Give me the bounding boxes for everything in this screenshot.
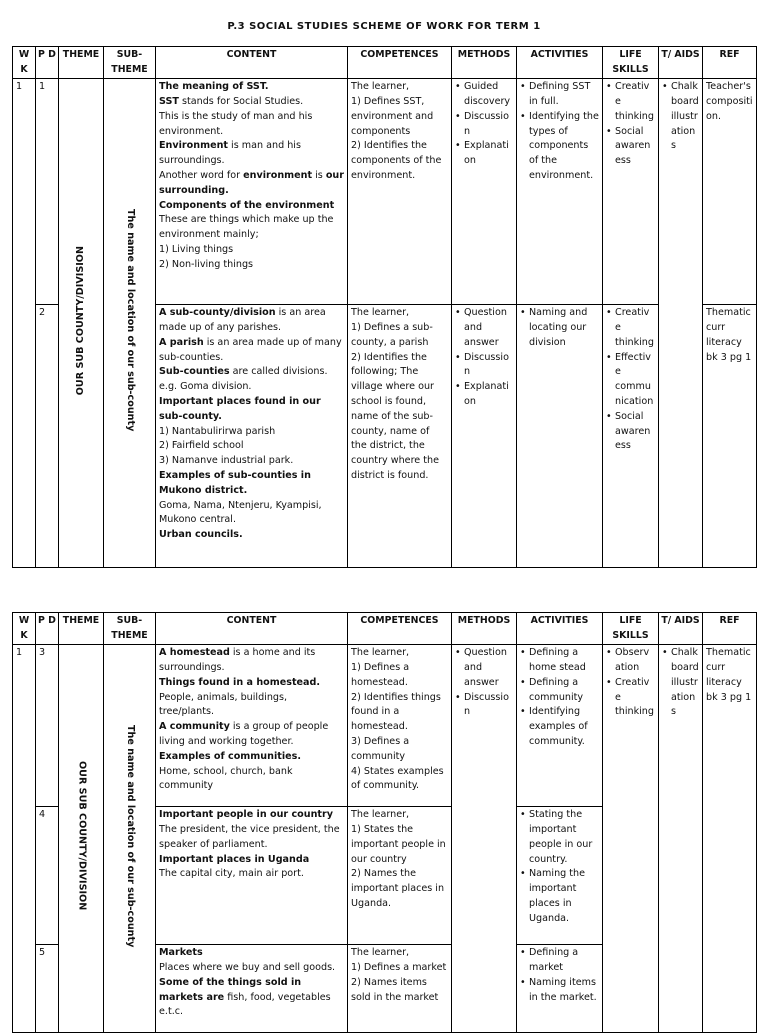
content-line [159, 823, 344, 853]
activities-cell [517, 945, 603, 1033]
bullet-item: • Naming the important places in Uganda. [520, 867, 599, 926]
text-line: 3) Defines a community [351, 735, 410, 762]
theme-cell [59, 79, 104, 568]
content-line [159, 199, 344, 214]
plain-text: stands for Social Studies. [178, 95, 304, 107]
content-line [159, 808, 344, 823]
content-line [159, 439, 344, 454]
theme-text: OUR SUB COUNTY/DIVISION [74, 245, 86, 395]
activities-cell [517, 305, 603, 568]
header-methods: METHODS [452, 47, 517, 79]
header-activities: ACTIVITIES [517, 47, 603, 79]
text-line: 1) Defines a market [351, 961, 447, 973]
bold-text: Things found in a homestead. [159, 676, 321, 688]
bullet-item: • Chalk board illustrations [662, 646, 699, 720]
bullet-list [520, 646, 599, 750]
bold-text: Markets [159, 947, 203, 959]
text-line: 2) Identifies things found in a homestead. [351, 691, 441, 733]
ref-cell: Thematic curr literacy bk 3 pg 1 [703, 645, 757, 1033]
bullet-item: • Discussion [455, 351, 513, 381]
aids-cell [659, 645, 703, 1033]
content-line [159, 765, 344, 795]
plain-text: fish, food, vegetables e.t.c. [159, 991, 331, 1018]
bullet-item: • Defining SST in full. [520, 80, 599, 110]
bold-text: Important people in our country [159, 809, 333, 821]
plain-text: Goma, Nama, Ntenjeru, Kyampisi, Mukono central. [159, 499, 322, 526]
text-line: 2) Names items sold in the market [351, 976, 439, 1003]
header-aids: T/ AIDS [659, 613, 703, 645]
text-line: The learner, [351, 307, 410, 319]
content-line [159, 80, 344, 95]
bullet-list [662, 80, 699, 154]
text-line: 4) States examples of community. [351, 765, 444, 792]
subtheme-text: The name and location of our sub-county [124, 209, 136, 432]
bold-text: Examples of sub-counties in Mukono district. [159, 469, 311, 496]
plain-text: is a group of people living and working together. [159, 721, 329, 747]
plain-text: The president, the vice president, the speaker of parliament. [159, 823, 340, 850]
header-content: CONTENT [156, 47, 348, 79]
plain-text: Another word for [159, 169, 244, 181]
bullet-item: • Naming and locating our division [520, 306, 599, 350]
content-line [159, 976, 344, 1020]
period-cell: 4 [36, 807, 59, 945]
content-line [159, 676, 344, 691]
bullet-list [455, 80, 513, 169]
content-line [159, 867, 344, 882]
bullet-item: • Question and answer [455, 646, 513, 690]
bold-text: SST [159, 95, 179, 107]
content-line [159, 720, 344, 750]
header-theme: THEME [59, 613, 104, 645]
bullet-list [606, 80, 655, 169]
bullet-item: • Defining a community [520, 676, 599, 706]
bullet-item: • Social awareness [606, 410, 655, 454]
theme-text: OUR SUB COUNTY/DIVISION [76, 761, 88, 911]
text-line: 2) Names the important places in Uganda. [351, 868, 445, 909]
competences-cell [348, 945, 452, 1033]
content-line [159, 380, 344, 395]
content-line [159, 169, 344, 199]
ref-cell: Thematic curr literacy bk 3 pg 1 [703, 305, 757, 568]
plain-text: This is the study of man and his environment. [159, 110, 313, 137]
bullet-item: • Chalk board illustrations [662, 80, 699, 154]
subtheme-text: The name and location of our sub-county [124, 724, 136, 947]
bold-text: Sub-counties [159, 366, 230, 378]
content-line [159, 258, 344, 273]
activities-cell [517, 807, 603, 945]
bullet-item: • Creative thinking [606, 80, 655, 124]
text-line: 1) States the important people in our country [351, 823, 446, 865]
content-cell [156, 79, 348, 305]
plain-text: These are things which make up the environment mainly; [159, 214, 334, 241]
bullet-item: • Creative thinking [606, 306, 655, 350]
content-line [159, 750, 344, 765]
header-theme: THEME [59, 47, 104, 79]
competences-cell [348, 79, 452, 305]
competences-cell [348, 305, 452, 568]
bullet-item: • Social awareness [606, 125, 655, 169]
life-skills-cell [603, 645, 659, 1033]
subtheme-cell [104, 79, 156, 568]
content-cell [156, 645, 348, 807]
content-line [159, 853, 344, 868]
header-life-skills: LIFE SKILLS [603, 613, 659, 645]
content-line [159, 213, 344, 243]
bullet-list [520, 306, 599, 350]
bullet-item: • Defining a home stead [520, 646, 599, 676]
plain-text: The capital city, main air port. [159, 868, 304, 880]
bullet-list [606, 646, 655, 720]
text-line: 2) Identifies the components of the environment. [351, 140, 442, 181]
methods-cell [452, 645, 517, 1033]
bullet-list [606, 306, 655, 454]
methods-cell [452, 305, 517, 568]
content-line [159, 95, 344, 110]
scheme-table-1 [12, 46, 757, 568]
content-line [159, 961, 344, 976]
bold-text: The meaning of SST. [159, 81, 269, 93]
bold-text: A sub-county/division [159, 307, 276, 319]
period-cell: 2 [36, 305, 59, 568]
plain-text: Home, school, church, bank community [159, 765, 293, 792]
text-line: 1) Defines a sub-county, a parish [351, 321, 433, 348]
text-line: 1) Defines SST, environment and components [351, 95, 434, 137]
theme-cell [59, 645, 104, 1033]
header-pd: P D [36, 613, 59, 645]
text-line: The learner, [351, 809, 410, 821]
content-line [159, 528, 344, 543]
bold-text: our surrounding. [159, 169, 344, 196]
content-line [159, 499, 344, 529]
content-line [159, 691, 344, 721]
header-subtheme: SUB-THEME [104, 47, 156, 79]
header-ref: REF [703, 47, 757, 79]
content-line [159, 425, 344, 440]
bold-text: Important places in Uganda [159, 853, 310, 865]
week-cell: 1 [13, 79, 36, 568]
content-line [159, 306, 344, 336]
bold-text: Components of the environment [159, 199, 335, 211]
bullet-list [455, 646, 513, 720]
plain-text: People, animals, buildings, tree/plants. [159, 691, 288, 718]
bullet-item: • Explanation [455, 139, 513, 169]
period-cell: 3 [36, 645, 59, 807]
bullet-item: • Identifying the types of components of the environment. [520, 110, 599, 184]
subtheme-cell [104, 645, 156, 1033]
bullet-item: • Discussion [455, 691, 513, 721]
bold-text: A community [159, 721, 230, 733]
bullet-list [455, 306, 513, 410]
text-line: The learner, [351, 947, 410, 959]
plain-text: 2) Fairfield school [159, 440, 244, 452]
header-activities: ACTIVITIES [517, 613, 603, 645]
content-line [159, 336, 344, 366]
period-cell: 1 [36, 79, 59, 305]
aids-cell [659, 79, 703, 568]
bold-text: Urban councils. [159, 529, 243, 541]
header-wk: W K [13, 47, 36, 79]
bullet-list [520, 946, 599, 1005]
life-skills-cell [603, 79, 659, 305]
bullet-item: • Creative thinking [606, 676, 655, 720]
content-line [159, 110, 344, 140]
plain-text: is a home and its surroundings. [159, 647, 316, 673]
content-line [159, 454, 344, 469]
content-line [159, 243, 344, 258]
plain-text: are called divisions. [229, 366, 328, 378]
plain-text: is man and his surroundings. [159, 140, 301, 167]
bold-text: Examples of communities. [159, 750, 301, 762]
plain-text: is [312, 169, 326, 181]
bullet-item: • Guided discovery [455, 80, 513, 110]
bold-text: environment [243, 169, 313, 181]
bold-text: Important places found in our sub-county. [159, 395, 321, 422]
plain-text: 2) Non-living things [159, 258, 254, 270]
header-competences: COMPETENCES [348, 613, 452, 645]
bold-text: Environment [159, 140, 228, 152]
scheme-table-2 [12, 612, 757, 1033]
bold-text: A parish [159, 336, 204, 348]
plain-text: is an area made up of many sub-counties. [159, 336, 342, 363]
content-line [159, 946, 344, 961]
content-line [159, 395, 344, 425]
bullet-list [520, 80, 599, 184]
content-line [159, 365, 344, 380]
methods-cell [452, 79, 517, 305]
competences-cell [348, 807, 452, 945]
header-aids: T/ AIDS [659, 47, 703, 79]
period-cell: 5 [36, 945, 59, 1033]
text-line: 2) Identifies the following; The village where our school is found, name of the sub-county, name of the district, the country where the district is found. [351, 351, 439, 481]
week-cell: 1 [13, 645, 36, 1033]
header-life-skills: LIFE SKILLS [603, 47, 659, 79]
bullet-item: • Identifying examples of community. [520, 705, 599, 749]
bold-text: A homestead [159, 647, 230, 659]
content-cell [156, 945, 348, 1033]
text-line: The learner, [351, 647, 410, 659]
header-competences: COMPETENCES [348, 47, 452, 79]
plain-text: Places where we buy and sell goods. [159, 961, 336, 973]
plain-text: is an area made up of any parishes. [159, 307, 326, 333]
header-methods: METHODS [452, 613, 517, 645]
bullet-item: • Explanation [455, 380, 513, 410]
header-pd: P D [36, 47, 59, 79]
plain-text: e.g. Goma division. [159, 381, 252, 393]
content-line [159, 139, 344, 169]
header-subtheme: SUB-THEME [104, 613, 156, 645]
bullet-list [520, 808, 599, 926]
activities-cell [517, 79, 603, 305]
header-content: CONTENT [156, 613, 348, 645]
bullet-item: • Observation [606, 646, 655, 676]
bullet-item: • Defining a market [520, 946, 599, 976]
competences-cell [348, 645, 452, 807]
plain-text: 1) Living things [159, 243, 234, 255]
bullet-list [662, 646, 699, 720]
bullet-item: • Stating the important people in our country. [520, 808, 599, 867]
bullet-item: • Effective communication [606, 351, 655, 410]
document-title: P.3 SOCIAL STUDIES SCHEME OF WORK FOR TERM 1 [227, 21, 541, 32]
text-line: 1) Defines a homestead. [351, 661, 410, 688]
plain-text: 1) Nantabulirirwa parish [159, 425, 276, 437]
content-cell [156, 807, 348, 945]
bullet-item: • Naming items in the market. [520, 976, 599, 1006]
activities-cell [517, 645, 603, 807]
bullet-item: • Discussion [455, 110, 513, 140]
ref-cell: Teacher's composition. [703, 79, 757, 305]
header-wk: W K [13, 613, 36, 645]
content-cell [156, 305, 348, 568]
bold-text: Some of the things sold in markets are [159, 976, 302, 1003]
plain-text: 3) Namanve industrial park. [159, 455, 294, 467]
bullet-item: • Question and answer [455, 306, 513, 350]
life-skills-cell [603, 305, 659, 568]
text-line: The learner, [351, 81, 410, 93]
header-ref: REF [703, 613, 757, 645]
content-line [159, 646, 344, 676]
content-line [159, 469, 344, 499]
